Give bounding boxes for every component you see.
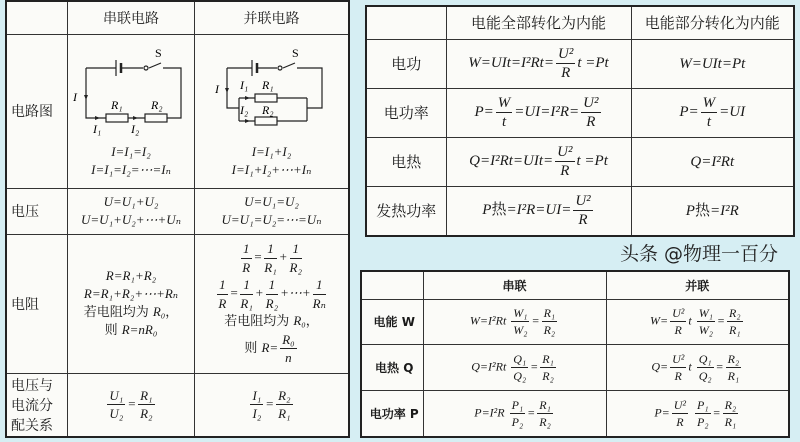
header-part: 电能部分转化为内能 — [631, 6, 794, 39]
formula — [446, 88, 631, 137]
formula-line — [424, 305, 606, 338]
formula-text: P= — [474, 104, 494, 121]
fraction — [511, 305, 529, 338]
fraction — [138, 387, 154, 423]
formula-text: R₀ — [152, 303, 166, 319]
fraction — [581, 94, 600, 131]
header-series: 串联电路 — [68, 1, 195, 34]
denominator: R — [586, 114, 596, 131]
r1-label: R₁ — [261, 78, 274, 93]
formula — [423, 345, 606, 391]
formula-text: P= — [679, 104, 699, 121]
numerator: W₁ — [511, 305, 529, 322]
corner-cell — [6, 1, 68, 34]
formula-text: 热 — [694, 201, 710, 220]
formula-text: =UI=I²R= — [514, 104, 580, 121]
formula-line — [632, 153, 794, 171]
denominator: Q₂ — [513, 369, 527, 384]
formula-text: = — [716, 313, 725, 328]
i1-label: I₁ — [93, 122, 102, 137]
formula-text: U=U₁=U₂ — [244, 194, 299, 210]
fraction — [510, 397, 526, 430]
denominator: R₂ — [539, 415, 551, 430]
r2-label: R₂ — [261, 103, 274, 118]
formula-line — [447, 94, 631, 131]
formula-text: t — [688, 359, 695, 374]
formula-line — [68, 143, 194, 161]
formula-text: U=U₁+U₂+⋯+Uₙ — [81, 212, 181, 227]
denominator: n — [285, 350, 292, 366]
numerator: P₁ — [510, 397, 526, 414]
fraction — [313, 276, 326, 312]
fraction — [573, 192, 592, 229]
formula-text: Q= — [651, 359, 669, 374]
fraction — [264, 240, 276, 276]
numerator: R₂ — [723, 397, 739, 414]
header-parallel: 并联 — [606, 271, 789, 299]
formula-text: 若电阻均为 — [224, 314, 294, 330]
formula-line — [424, 397, 606, 430]
numerator: R₂ — [726, 351, 742, 368]
fraction — [540, 351, 556, 384]
formula-text: = — [127, 395, 137, 411]
corner-cell — [361, 271, 423, 299]
denominator: R — [561, 65, 571, 82]
denominator: P₂ — [511, 415, 524, 430]
formula — [606, 299, 789, 345]
fraction — [670, 351, 686, 384]
formula-text: R= — [261, 339, 279, 355]
formula-line — [195, 387, 348, 423]
current-label: I — [214, 82, 219, 97]
formula-text: W=UIt=Pt — [679, 55, 746, 72]
formula-text: R=R₁+R₂ — [105, 268, 157, 284]
formula-line — [195, 211, 348, 229]
formula-text: =I²R — [709, 203, 739, 220]
numerator: 1 — [241, 240, 252, 259]
formula-text: 热 — [491, 200, 507, 219]
formula-text: = — [265, 395, 275, 411]
formula-text: = — [715, 359, 724, 374]
numerator: U² — [670, 305, 686, 322]
switch-label: S — [155, 46, 162, 61]
formula-text: ， — [305, 314, 319, 330]
denominator: t — [706, 114, 711, 131]
formula — [68, 373, 195, 437]
formula-line — [607, 305, 789, 338]
fraction — [240, 276, 252, 312]
numerator: 1 — [313, 276, 326, 295]
numerator: W₁ — [697, 305, 715, 322]
fraction — [697, 351, 714, 384]
denominator: R — [674, 369, 682, 384]
numerator: 1 — [290, 240, 302, 259]
denominator: R₁ — [727, 369, 740, 384]
formula-line — [68, 161, 194, 179]
formula-text: =I²R=UI= — [506, 202, 572, 219]
row-label: 电压与电流分配关系 — [6, 373, 68, 437]
formula-text: = — [531, 313, 540, 328]
denominator: t — [501, 114, 507, 131]
header-series: 串联 — [423, 271, 606, 299]
r1-label: R₁ — [111, 98, 123, 113]
denominator: R₂ — [542, 369, 554, 384]
formula-text: R₀ — [293, 313, 306, 329]
formula-text: t =Pt — [577, 54, 609, 71]
formula — [631, 39, 794, 88]
formula-line — [195, 161, 348, 179]
row-label: 电能 W — [361, 299, 423, 345]
denominator: R — [674, 323, 682, 338]
formula — [446, 39, 631, 88]
formula — [423, 391, 606, 437]
denominator: R₁ — [724, 415, 737, 430]
formula-text: Q=I²Rt — [690, 153, 735, 170]
formula-line — [195, 193, 348, 211]
formula-text: 则 — [244, 340, 262, 356]
denominator: R₂ — [140, 406, 153, 422]
formula-line — [632, 55, 794, 73]
formula-line — [195, 331, 348, 367]
formula-line — [447, 192, 631, 229]
denominator: R — [676, 415, 684, 430]
fraction — [555, 143, 574, 180]
numerator: U₁ — [107, 387, 125, 406]
formula-line — [195, 240, 348, 276]
numerator: 1 — [217, 276, 228, 295]
formula — [446, 137, 631, 186]
numerator: R₁ — [542, 305, 558, 322]
header-parallel: 并联电路 — [195, 1, 350, 34]
denominator: R₂ — [265, 295, 279, 311]
fraction — [556, 45, 575, 82]
denominator: R₁ — [728, 323, 741, 338]
denominator: R — [218, 295, 227, 311]
formula-text: W=I²Rt — [469, 313, 510, 328]
formula — [631, 137, 794, 186]
formula-text: W= — [650, 313, 669, 328]
fraction — [107, 387, 125, 423]
series-parallel-energy-table — [360, 270, 790, 438]
fraction — [537, 397, 553, 430]
denominator: R₂ — [543, 323, 556, 338]
numerator: R₁ — [537, 397, 553, 414]
formula — [195, 143, 348, 178]
denominator: R — [560, 163, 570, 180]
denominator: I₂ — [252, 406, 262, 422]
formula-text: = — [530, 359, 539, 374]
formula-text: W=UIt=I²Rt= — [468, 54, 554, 71]
current-label: I — [73, 90, 77, 105]
denominator: W₂ — [513, 323, 528, 338]
formula-line — [447, 45, 631, 82]
formula-text: I=I₁=I₂ — [111, 144, 151, 160]
formula-text: +⋯+ — [280, 285, 311, 301]
numerator: 1 — [264, 240, 276, 259]
r2-label: R₂ — [151, 98, 163, 113]
formula — [631, 186, 794, 236]
numerator: U² — [583, 95, 599, 112]
formula-text: Q=I²Rt — [471, 359, 510, 374]
fraction — [542, 305, 558, 338]
formula-text: 则 — [104, 323, 122, 339]
fraction — [217, 276, 228, 312]
formula-text: I=I₁+I₂ — [251, 144, 292, 160]
formula-text: =UI — [719, 104, 746, 121]
formula-line — [68, 267, 194, 285]
numerator: R₁ — [540, 351, 556, 368]
i2-label: I₂ — [131, 122, 140, 137]
fraction — [697, 305, 715, 338]
formula-text: = — [253, 249, 263, 265]
formula-text: + — [278, 249, 288, 265]
fraction — [727, 305, 743, 338]
formula-text: U=U₁=U₂=⋯=Uₙ — [221, 212, 322, 227]
formula — [195, 234, 350, 373]
formula-text: t =Pt — [576, 153, 608, 170]
formula — [195, 188, 350, 234]
fraction — [266, 276, 278, 312]
row-label: 电热 — [366, 137, 446, 186]
formula — [446, 186, 631, 236]
numerator: 1 — [266, 276, 278, 295]
denominator: R₂ — [289, 259, 302, 275]
numerator: U² — [557, 46, 574, 63]
fraction — [496, 94, 513, 131]
formula-text: I=I₁+I₂+⋯+Iₙ — [231, 162, 312, 177]
denominator: R₁ — [240, 295, 253, 311]
row-label: 电功 — [366, 39, 446, 88]
numerator: U² — [557, 144, 573, 161]
formula-text: P= — [654, 405, 670, 420]
formula-line — [195, 276, 348, 312]
formula-line — [68, 193, 194, 211]
fraction — [672, 397, 688, 430]
formula-line — [68, 211, 194, 229]
fraction — [290, 240, 302, 276]
denominator: R — [242, 259, 251, 275]
formula-text: = — [527, 405, 536, 420]
formula-line — [424, 351, 606, 384]
row-label: 电功率 — [366, 88, 446, 137]
formula — [68, 143, 194, 178]
numerator: R₀ — [280, 331, 296, 350]
numerator: U² — [672, 397, 688, 414]
formula-text — [690, 405, 693, 419]
numerator: R₂ — [727, 305, 743, 322]
parallel-circuit-cell — [195, 34, 350, 188]
corner-cell — [366, 6, 446, 39]
formula — [606, 345, 789, 391]
switch-label: S — [291, 46, 299, 61]
formula-line — [447, 143, 631, 180]
formula — [606, 391, 789, 437]
numerator: U² — [575, 193, 591, 210]
fraction — [723, 397, 739, 430]
formula-text: I=I₁=I₂=⋯=Iₙ — [91, 162, 171, 177]
fraction — [670, 305, 686, 338]
formula-text: t — [688, 313, 695, 328]
formula-text: Q=I²Rt=UIt= — [469, 153, 554, 170]
formula — [423, 299, 606, 345]
i2-label: I₂ — [239, 103, 248, 118]
formula-line — [68, 303, 194, 322]
numerator: Q₁ — [511, 351, 528, 368]
fraction — [280, 331, 296, 367]
formula — [631, 88, 794, 137]
numerator: Q₁ — [697, 351, 714, 368]
formula-line — [68, 387, 194, 423]
numerator: P₁ — [695, 397, 711, 414]
row-label: 电热 Q — [361, 345, 423, 391]
formula-text: P — [685, 203, 695, 220]
numerator: I₁ — [250, 387, 263, 406]
fraction — [241, 240, 252, 276]
formula — [195, 373, 350, 437]
formula-line — [607, 397, 789, 430]
formula-line — [195, 143, 348, 161]
row-label: 电阻 — [6, 234, 68, 373]
fraction — [511, 351, 528, 384]
formula — [68, 188, 195, 234]
fraction — [726, 351, 742, 384]
formula-text: ， — [165, 304, 179, 320]
numerator: R₁ — [138, 387, 154, 406]
row-label: 发热功率 — [366, 186, 446, 236]
numerator: U² — [670, 351, 686, 368]
denominator: Q₂ — [698, 369, 712, 384]
parallel-circuit-diagram — [212, 43, 332, 138]
formula-text: 若电阻均为 — [83, 304, 153, 320]
formula-text: R=nR₀ — [121, 322, 158, 338]
formula-text: P=I²R — [474, 405, 508, 420]
denominator: W₂ — [698, 323, 713, 338]
formula-line — [68, 285, 194, 303]
formula — [68, 234, 195, 373]
formula-text: R=R₁+R₂+⋯+Rₙ — [83, 285, 179, 301]
formula-text: = — [229, 285, 239, 301]
electric-energy-table — [365, 5, 795, 237]
series-circuit-diagram — [71, 43, 191, 138]
numerator: R₂ — [276, 387, 292, 406]
row-label: 电功率 P — [361, 391, 423, 437]
fraction — [695, 397, 711, 430]
fraction — [701, 94, 718, 131]
numerator: W — [702, 95, 716, 112]
formula-line — [195, 312, 348, 331]
denominator: P₂ — [697, 415, 709, 430]
row-label: 电压 — [6, 188, 68, 234]
numerator: W — [497, 95, 511, 112]
header-full: 电能全部转化为内能 — [446, 6, 631, 39]
series-parallel-circuit-table — [5, 0, 350, 438]
denominator: R — [578, 212, 588, 229]
fraction — [276, 387, 292, 423]
formula-line — [632, 94, 794, 131]
formula-text: = — [712, 405, 721, 420]
formula-line — [632, 201, 794, 220]
watermark: 头条 @物理一百分 — [620, 243, 779, 265]
row-label: 电路图 — [6, 34, 68, 188]
formula-text: + — [254, 285, 264, 301]
i1-label: I₁ — [239, 78, 248, 93]
formula-text: P — [482, 202, 492, 219]
denominator: U₂ — [109, 406, 124, 422]
denominator: R₁ — [264, 259, 277, 275]
formula-text: U=U₁+U₂ — [103, 194, 159, 210]
formula-line — [607, 351, 789, 384]
formula-line — [68, 321, 194, 340]
series-circuit-cell — [68, 34, 195, 188]
fraction — [250, 387, 263, 423]
numerator: 1 — [240, 276, 252, 295]
denominator: Rₙ — [312, 295, 326, 311]
denominator: R₁ — [278, 406, 291, 422]
